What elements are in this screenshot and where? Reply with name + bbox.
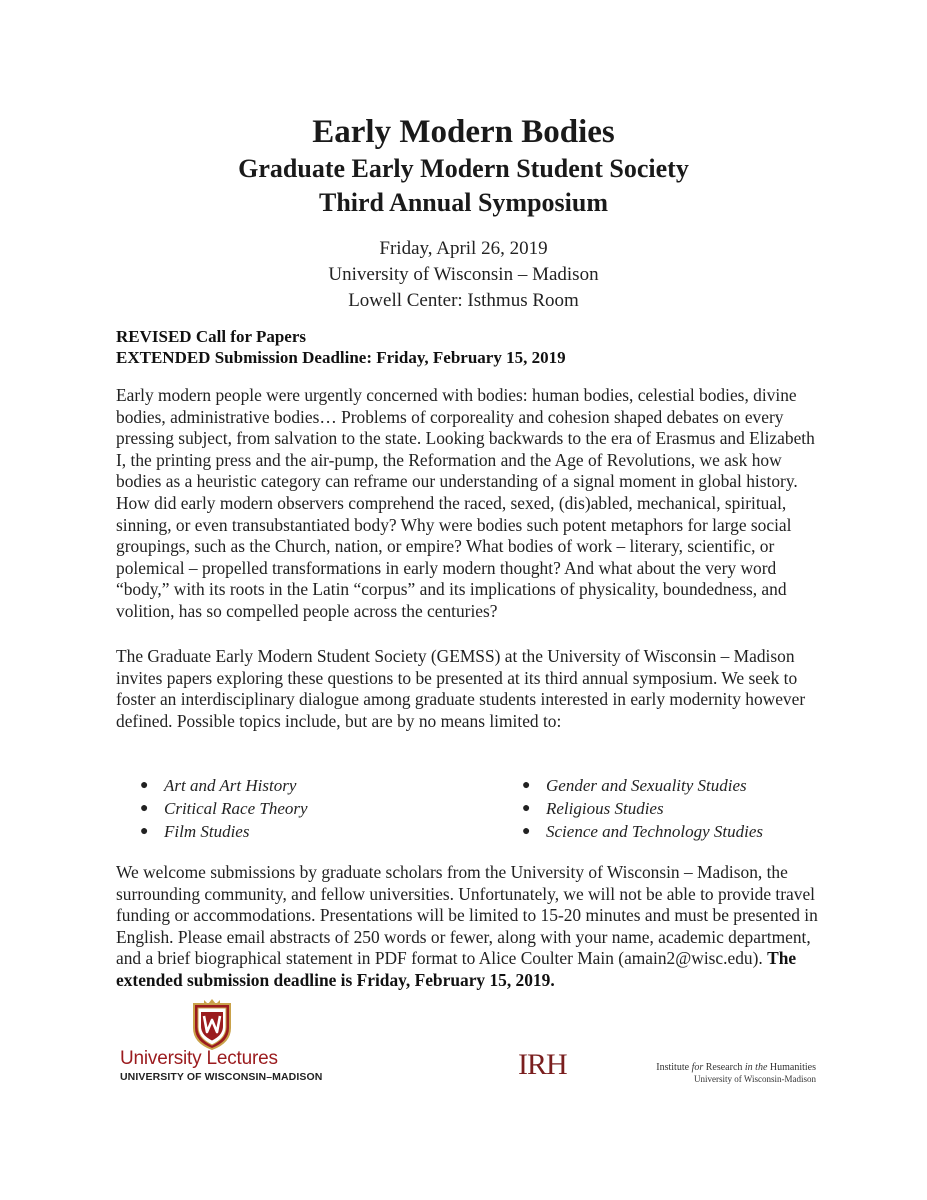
event-university: University of Wisconsin – Madison — [328, 264, 599, 285]
event-venue: Lowell Center: Isthmus Room — [348, 290, 579, 311]
list-item: ● Gender and Sexuality Studies — [522, 776, 747, 795]
submission-text: We welcome submissions by graduate scholars from the University of Wisconsin – Madison, the surrounding community, and fellow universities. Unfortunately, we will not be able to provide travel funding or accommodations. Presentations will be limited to 15-20 minutes and must be presented in English. Please email abstracts of 250 words or fewer, along with your name, academic department, and a brief biographical statement in PDF format to Alice Coulter Main (amain2@wisc.edu). — [116, 862, 818, 969]
irh-university: University of Wisconsin-Madison — [694, 1074, 816, 1084]
university-lectures-name: University Lectures — [120, 1048, 278, 1069]
cfp-deadline: EXTENDED Submission Deadline: Friday, February 15, 2019 — [116, 348, 566, 367]
bullet-icon: ● — [140, 824, 149, 839]
bullet-icon: ● — [140, 778, 149, 793]
deadline-statement: The extended submission deadline is Friday, February 15, 2019. — [116, 948, 797, 990]
bullet-icon: ● — [522, 801, 531, 816]
title-block — [0, 112, 927, 220]
symposium-name: Third Annual Symposium — [318, 188, 608, 217]
invitation-paragraph: The Graduate Early Modern Student Society (GEMSS) at the University of Wisconsin – Madison invites papers exploring these questions to be presented at its third annual symposium. We seek to foster an interdisciplinary dialogue among graduate students interested in early modernity however defined. Possible topics include, but are by no means limited to: — [116, 646, 806, 731]
uw-crest-icon — [190, 998, 234, 1050]
university-name: UNIVERSITY OF WISCONSIN–MADISON — [120, 1071, 323, 1083]
intro-paragraph: Early modern people were urgently concerned with bodies: human bodies, celestial bodies, divine bodies, administrative bodies… Problems of corporeality and cohesion shaped debates on every pressing subject, from salvation to the state. Looking backwards to the era of Erasmus and Elizabeth I, the printing press and the air-pump, the Reformation and the Age of Revolutions, we ask how bodies as a heuristic category can reframe our understanding of a signal moment in global history. How did early modern observers comprehend the raced, sexed, (dis)abled, mechanical, spiritual, sinning, or even transubstantiated body? Why were bodies such potent metaphors for large social groupings, such as the Church, nation, or empire? What bodies of work – literary, scientific, or polemical – propelled transformations in early modern thought? And what about the very word “body,” with its roots in the Latin “corpus” and its implications of physicality, boundedness, and volition, has so compelled people across the centuries? — [116, 385, 815, 621]
topics-right-column — [516, 774, 763, 843]
call-for-papers-heading — [116, 326, 816, 368]
list-item: ● Science and Technology Studies — [522, 822, 764, 841]
university-lectures-logo — [118, 998, 323, 1088]
society-name: Graduate Early Modern Student Society — [238, 154, 689, 183]
irh-full-name: Institute for Research in the Humanities — [656, 1062, 816, 1073]
topics-left-column — [134, 774, 308, 843]
list-item: ● Film Studies — [140, 822, 250, 841]
event-date: Friday, April 26, 2019 — [379, 238, 548, 259]
list-item: ● Art and Art History — [140, 776, 297, 795]
cfp-revised: REVISED Call for Papers — [116, 327, 306, 346]
list-item: ● Critical Race Theory — [140, 799, 308, 818]
bullet-icon: ● — [522, 824, 531, 839]
submission-paragraph — [116, 862, 828, 992]
list-item: ● Religious Studies — [522, 799, 664, 818]
page-title: Early Modern Bodies — [312, 114, 615, 150]
bullet-icon: ● — [140, 801, 149, 816]
event-details — [0, 236, 927, 314]
irh-logo: IRH — [518, 1048, 567, 1081]
bullet-icon: ● — [522, 778, 531, 793]
irh-wordmark — [636, 1062, 816, 1085]
